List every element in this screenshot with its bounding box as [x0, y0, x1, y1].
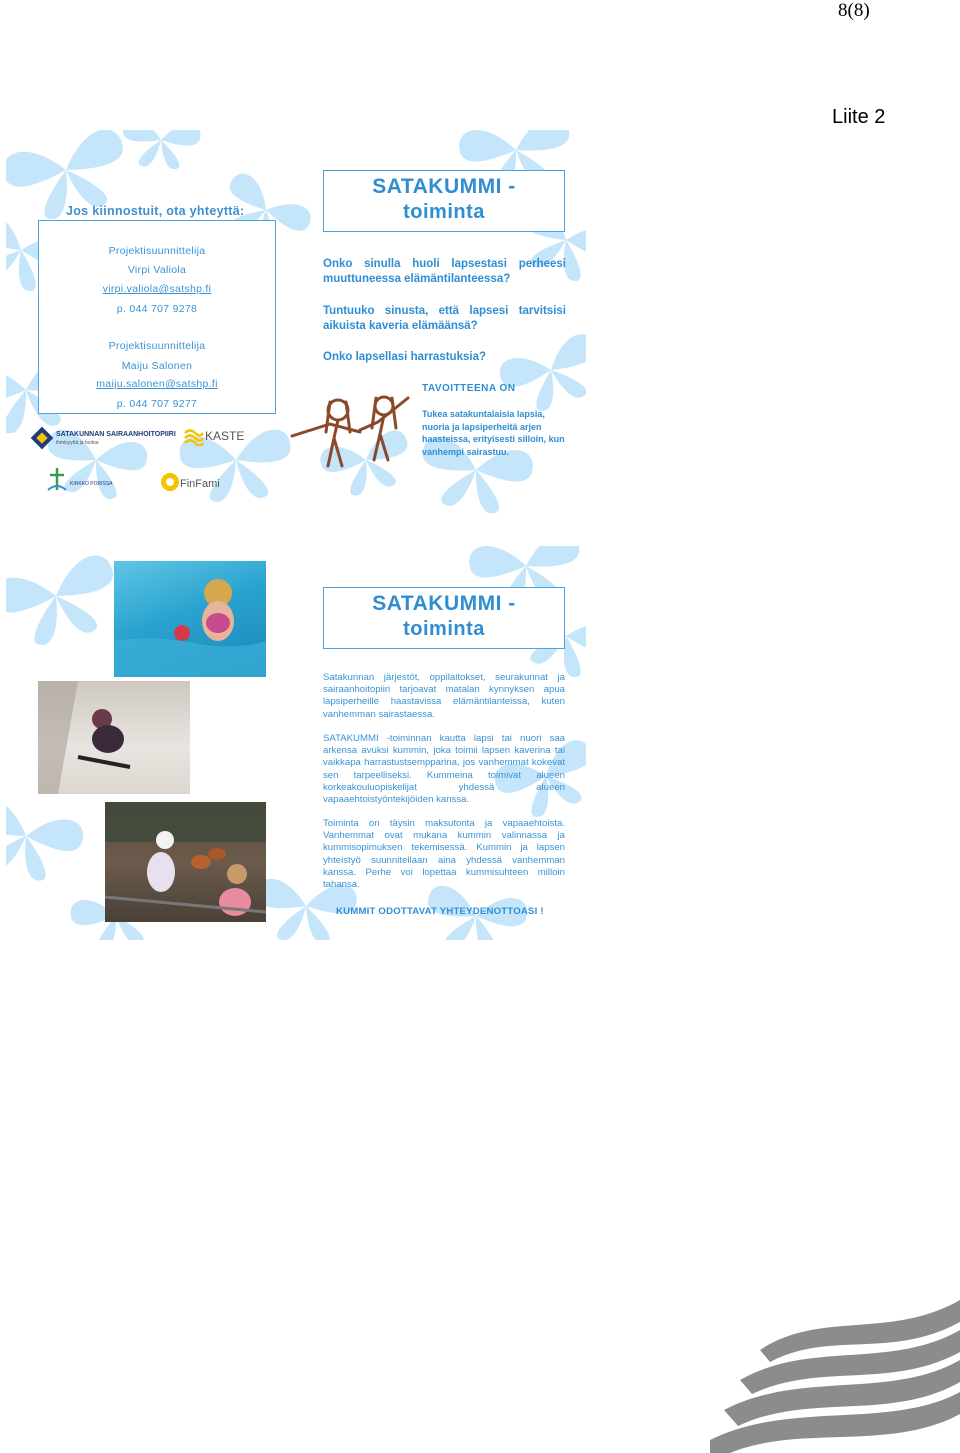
cross-logo-icon	[46, 466, 68, 492]
contact-box	[38, 220, 276, 414]
kirkko-logo	[46, 466, 126, 494]
kaste-wave-icon	[184, 428, 204, 446]
paragraph-1: Satakunnan järjestöt, oppilaitokset, seurakunnat ja sairaanhoitopiiri tarjoavat matalan kynnyksen apua lapsiperheille haastavissa elämäntilanteissa, kuten vanhemman sairastaessa.	[323, 672, 565, 720]
photo-child-sledding	[38, 681, 190, 794]
contact-role: Projektisuunnittelija	[108, 245, 206, 257]
question-3: Onko lapsellasi harrastuksia?	[323, 351, 486, 363]
contact-heading: Jos kiinnostuit, ota yhteyttä:	[66, 204, 245, 218]
contact-phone: p. 044 707 9278	[116, 303, 198, 315]
satakunta-logo-subtext: ihmisyyttä ja hoitoa	[56, 440, 99, 446]
satakunta-logo-text: SATAKUNNAN SAIRAANHOITOPIIRI	[56, 431, 176, 438]
diamond-logo-icon	[30, 426, 54, 450]
satakunta-logo	[30, 426, 180, 452]
photo-children-with-chickens	[105, 802, 266, 922]
goal-heading: TAVOITTEENA ON	[422, 383, 516, 394]
paragraph-2: SATAKUMMI -toiminnan kautta lapsi tai nuori saa arkensa avuksi kummin, joka toimii lapsen kaverina tai vaikkapa harrastustsempparina, jos vanhemmat kokevat sen tarpeelliseksi. Kummeina toimivat alueen korkeakouluopiskelijat yhdessä alueen vapaaehtoistyöntekijöiden kanssa.	[323, 733, 565, 806]
back-title-box	[323, 587, 565, 649]
child-drawing-illustration	[288, 388, 413, 470]
kirkko-logo-text: KIRKKO PORISSA	[70, 481, 113, 487]
question-1: Onko sinulla huoli lapsestasi perheesi muuttuneessa elämäntilanteessa?	[323, 258, 566, 285]
photo-child-swimming	[114, 561, 266, 677]
children-chickens-figure	[105, 802, 266, 922]
title-line-1: SATAKUMMI -	[372, 175, 516, 198]
question-2: Tuntuuko sinusta, että lapsesi tarvitsisi aikuista kaveria elämäänsä?	[323, 305, 566, 332]
kaste-logo	[184, 428, 254, 448]
contact-phone: p. 044 707 9277	[116, 398, 198, 410]
call-to-action: KUMMIT ODOTTAVAT YHTEYDENOTTOASI !	[336, 906, 544, 917]
title-line-1: SATAKUMMI -	[372, 592, 516, 615]
page-number: 8(8)	[838, 0, 870, 21]
contact-role: Projektisuunnittelija	[108, 340, 206, 352]
goal-text: Tukea satakuntalaisia lapsia, nuoria ja lapsiperheitä arjen haasteissa, erityisesti silloin, kun vanhempi sairastuu.	[422, 409, 565, 457]
paragraph-3: Toiminta on täysin maksutonta ja vapaaehtoista. Vanhemmat ovat mukana kummin valinnassa ja kummisopimuksen tekemisessä. Kummin ja lapsen yhteistyö suunnitellaan aina yhdessä vanhemman kanssa. Perhe voi lopettaa kummisuhteen milloin tahansa.	[323, 818, 565, 891]
contact-name: Maiju Salonen	[121, 360, 193, 372]
finfami-logo-text: FinFami	[180, 478, 220, 490]
wave-stripes-logo-icon	[700, 1300, 960, 1453]
title-line-2: toiminta	[403, 618, 485, 640]
swimming-child-figure	[114, 561, 266, 677]
sunflower-logo-icon	[160, 466, 180, 498]
contact-name: Virpi Valiola	[127, 264, 187, 276]
front-title-box	[323, 170, 565, 232]
contact-email-link[interactable]: maiju.salonen@satshp.fi	[96, 378, 218, 390]
sledding-child-figure	[38, 681, 190, 794]
title-line-2: toiminta	[403, 201, 485, 223]
finfami-logo	[160, 466, 230, 500]
contact-email-link[interactable]: virpi.valiola@satshp.fi	[102, 283, 212, 295]
kaste-logo-text: KASTE	[205, 429, 245, 443]
appendix-label: Liite 2	[832, 106, 886, 128]
